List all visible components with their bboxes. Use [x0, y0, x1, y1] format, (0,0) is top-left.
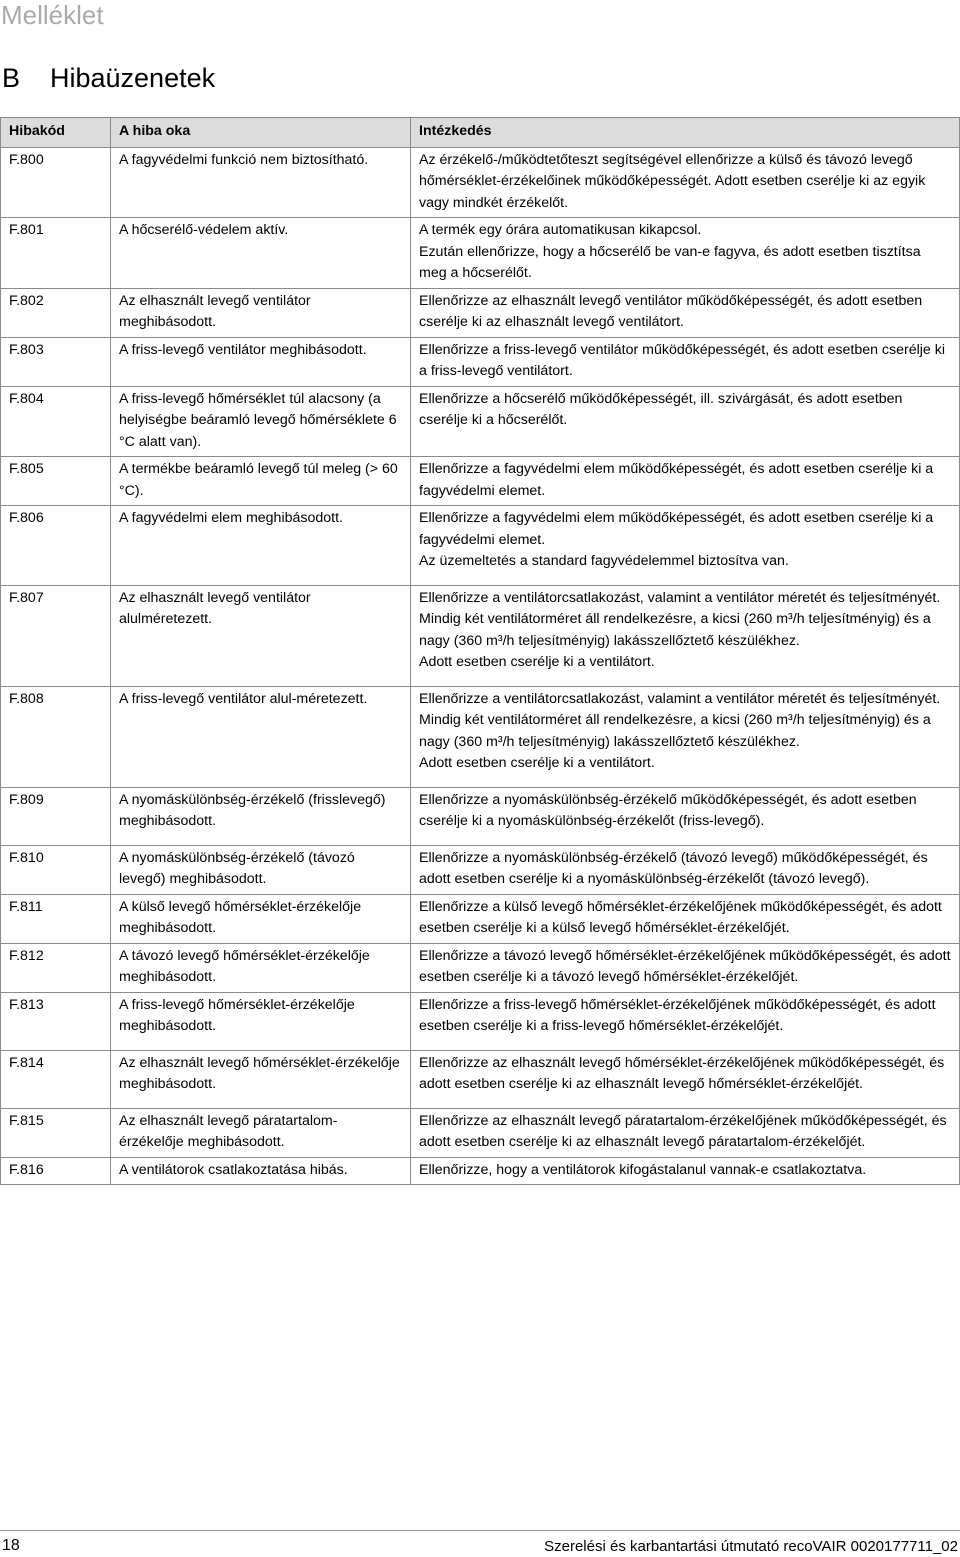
table-row: [1, 457, 960, 506]
cause-text: A termékbe beáramló levegő túl meleg (> 60 °C).: [119, 461, 398, 499]
error-code-cell: F.809: [1, 787, 111, 845]
cause-cell: [111, 845, 411, 894]
cause-text: A ventilátorok csatlakoztatása hibás.: [119, 1161, 348, 1178]
cause-text: Az elhasznált levegő hőmérséklet-érzékelője meghibásodott.: [119, 1054, 400, 1092]
action-cell: [411, 386, 960, 457]
cause-cell: [111, 147, 411, 218]
error-code-cell: F.812: [1, 943, 111, 992]
action-cell: [411, 894, 960, 943]
error-code-cell: F.801: [1, 218, 111, 289]
table-row: [1, 288, 960, 337]
action-cell: [411, 1108, 960, 1157]
action-text: Az érzékelő-/működtetőteszt segítségével ellenőrizze a külső és távozó levegő hőmérséklet-érzékelőinek működőképességét. Adott esetben cserélje ki az egyik vagy mindkét érzékelőt.: [419, 151, 926, 211]
table-row: [1, 943, 960, 992]
cause-text: A hőcserélő-védelem aktív.: [119, 222, 289, 238]
cause-text: A nyomáskülönbség-érzékelő (frisslevegő) meghibásodott.: [119, 791, 386, 829]
cause-cell: [111, 506, 411, 586]
cause-cell: [111, 1108, 411, 1157]
action-text: Ellenőrizze az elhasznált levegő hőmérséklet-érzékelőjének működőképességét, és adott esetben cserélje ki az elhasznált levegő hőmérséklet-érzékelőjét.: [419, 1054, 945, 1092]
cause-cell: [111, 686, 411, 787]
action-text: Ellenőrizze a ventilátorcsatlakozást, valamint a ventilátor méretét és teljesítményét. Mindig két ventilátorméret áll rendelkezésre, a kicsi (260 m³/h teljesítményig) és a nagy (360 m³/h teljesítményig) lakásszellőztető készülékhez.: [419, 690, 941, 750]
action-text: Ellenőrizze az elhasznált levegő páratartalom-érzékelőjének működőképességét, és adott esetben cserélje ki az elhasznált levegő páratartalom-érzékelőjét.: [419, 1112, 947, 1150]
action-text: Ellenőrizze a friss-levegő ventilátor működőképességét, és adott esetben cserélje ki a friss-levegő ventilátort.: [419, 341, 946, 379]
table-row: [1, 147, 960, 218]
action-text: Ezután ellenőrizze, hogy a hőcserélő be van-e fagyva, és adott esetben tisztítsa meg a hőcserélőt.: [419, 243, 921, 281]
error-code-cell: F.810: [1, 845, 111, 894]
cause-cell: [111, 288, 411, 337]
error-code-cell: F.804: [1, 386, 111, 457]
action-cell: [411, 457, 960, 506]
cause-cell: [111, 894, 411, 943]
action-text: Ellenőrizze a friss-levegő hőmérséklet-érzékelőjének működőképességét, és adott esetben cserélje ki a friss-levegő hőmérséklet-érzékelőjét.: [419, 996, 936, 1034]
action-cell: [411, 506, 960, 586]
cause-text: A friss-levegő ventilátor meghibásodott.: [119, 341, 367, 358]
cause-text: A fagyvédelmi funkció nem biztosítható.: [119, 151, 369, 168]
cause-cell: [111, 337, 411, 386]
cause-text: Az elhasznált levegő ventilátor meghibásodott.: [119, 292, 311, 330]
table-row: [1, 386, 960, 457]
action-text: Adott esetben cserélje ki a ventilátort.: [419, 654, 655, 670]
cause-cell: [111, 386, 411, 457]
table-row: [1, 1050, 960, 1108]
action-cell: [411, 288, 960, 337]
section-letter: B: [2, 63, 21, 93]
action-cell: [411, 845, 960, 894]
header-error-code: Hibakód: [1, 118, 111, 148]
footer-divider: [0, 1530, 960, 1531]
error-code-cell: F.811: [1, 894, 111, 943]
action-cell: [411, 943, 960, 992]
error-code-cell: F.814: [1, 1050, 111, 1108]
action-text: Ellenőrizze a fagyvédelmi elem működőképességét, és adott esetben cserélje ki a fagyvédelmi elemet.: [419, 461, 934, 499]
error-code-cell: F.800: [1, 147, 111, 218]
error-code-cell: F.806: [1, 506, 111, 586]
table-row: [1, 218, 960, 289]
action-text: Ellenőrizze a távozó levegő hőmérséklet-érzékelőjének működőképességét, és adott esetben cserélje ki a távozó levegő hőmérséklet-érzékelőjét.: [419, 947, 951, 985]
cause-text: Az elhasznált levegő páratartalom-érzékelője meghibásodott.: [119, 1112, 338, 1150]
chapter-title: Melléklet: [1, 0, 104, 30]
action-text: Ellenőrizze az elhasznált levegő ventilátor működőképességét, és adott esetben cserélje ki az elhasznált levegő ventilátort.: [419, 292, 923, 330]
error-code-cell: F.803: [1, 337, 111, 386]
error-code-cell: F.808: [1, 686, 111, 787]
table-row: [1, 585, 960, 686]
cause-cell: [111, 1157, 411, 1185]
cause-cell: [111, 218, 411, 289]
action-text: Ellenőrizze, hogy a ventilátorok kifogástalanul vannak-e csatlakoztatva.: [419, 1161, 867, 1178]
error-code-cell: F.815: [1, 1108, 111, 1157]
table-body: [1, 147, 960, 1185]
cause-text: A friss-levegő hőmérséklet túl alacsony (a helyiségbe beáramló levegő hőmérséklete 6 °C alatt van).: [119, 390, 397, 450]
error-code-table: [0, 117, 960, 1185]
cause-text: A friss-levegő hőmérséklet-érzékelője meghibásodott.: [119, 996, 355, 1034]
cause-cell: [111, 992, 411, 1050]
action-text: Ellenőrizze a külső levegő hőmérséklet-érzékelőjének működőképességét, és adott esetben cserélje ki a külső levegő hőmérséklet-érzékelőjét.: [419, 898, 942, 936]
table-row: [1, 1108, 960, 1157]
table-row: [1, 992, 960, 1050]
table-header-row: [1, 118, 960, 148]
cause-cell: [111, 457, 411, 506]
error-code-cell: F.805: [1, 457, 111, 506]
cause-text: A friss-levegő ventilátor alul-méretezett.: [119, 690, 368, 707]
section-title: Hibaüzenetek: [50, 63, 216, 93]
action-text: Adott esetben cserélje ki a ventilátort.: [419, 755, 655, 771]
action-text: A termék egy órára automatikusan kikapcsol.: [419, 222, 702, 238]
error-code-cell: F.802: [1, 288, 111, 337]
cause-text: A nyomáskülönbség-érzékelő (távozó levegő) meghibásodott.: [119, 849, 355, 887]
action-cell: [411, 787, 960, 845]
action-cell: [411, 1157, 960, 1185]
action-text: Ellenőrizze a fagyvédelmi elem működőképességét, és adott esetben cserélje ki a fagyvédelmi elemet.: [419, 510, 934, 548]
error-code-cell: F.807: [1, 585, 111, 686]
action-text: Az üzemeltetés a standard fagyvédelemmel biztosítva van.: [419, 553, 789, 569]
header-cause: A hiba oka: [111, 118, 411, 148]
page-number: 18: [2, 1537, 20, 1554]
action-text: Ellenőrizze a nyomáskülönbség-érzékelő (távozó levegő) működőképességét, és adott esetben cserélje ki a nyomáskülönbség-érzékelőt (távozó levegő).: [419, 849, 928, 887]
cause-text: A külső levegő hőmérséklet-érzékelője meghibásodott.: [119, 898, 362, 936]
action-text: Ellenőrizze a nyomáskülönbség-érzékelő működőképességét, és adott esetben cserélje ki a nyomáskülönbség-érzékelőt (friss-levegő).: [419, 791, 917, 829]
cause-cell: [111, 787, 411, 845]
table-row: [1, 787, 960, 845]
action-cell: [411, 585, 960, 686]
action-cell: [411, 992, 960, 1050]
action-text: Ellenőrizze a ventilátorcsatlakozást, valamint a ventilátor méretét és teljesítményét. Mindig két ventilátorméret áll rendelkezésre, a kicsi (260 m³/h teljesítményig) és a nagy (360 m³/h teljesítményig) lakásszellőztető készülékhez.: [419, 589, 941, 649]
action-text: Ellenőrizze a hőcserélő működőképességét, ill. szivárgását, és adott esetben cserélje ki a hőcserélőt.: [419, 390, 903, 428]
section-heading: [0, 60, 215, 96]
action-cell: [411, 1050, 960, 1108]
error-code-cell: F.813: [1, 992, 111, 1050]
cause-cell: [111, 585, 411, 686]
action-cell: [411, 218, 960, 289]
table-row: [1, 506, 960, 586]
action-cell: [411, 686, 960, 787]
cause-text: Az elhasznált levegő ventilátor alulméretezett.: [119, 589, 311, 627]
cause-text: A távozó levegő hőmérséklet-érzékelője meghibásodott.: [119, 947, 370, 985]
cause-text: A fagyvédelmi elem meghibásodott.: [119, 510, 343, 526]
footer-document-title: Szerelési és karbantartási útmutató recoVAIR 0020177711_02: [544, 1538, 958, 1555]
action-cell: [411, 337, 960, 386]
table-row: [1, 894, 960, 943]
table-row: [1, 337, 960, 386]
action-cell: [411, 147, 960, 218]
cause-cell: [111, 943, 411, 992]
table-row: [1, 845, 960, 894]
error-code-cell: F.816: [1, 1157, 111, 1185]
header-action: Intézkedés: [411, 118, 960, 148]
table-row: [1, 1157, 960, 1185]
cause-cell: [111, 1050, 411, 1108]
table-row: [1, 686, 960, 787]
